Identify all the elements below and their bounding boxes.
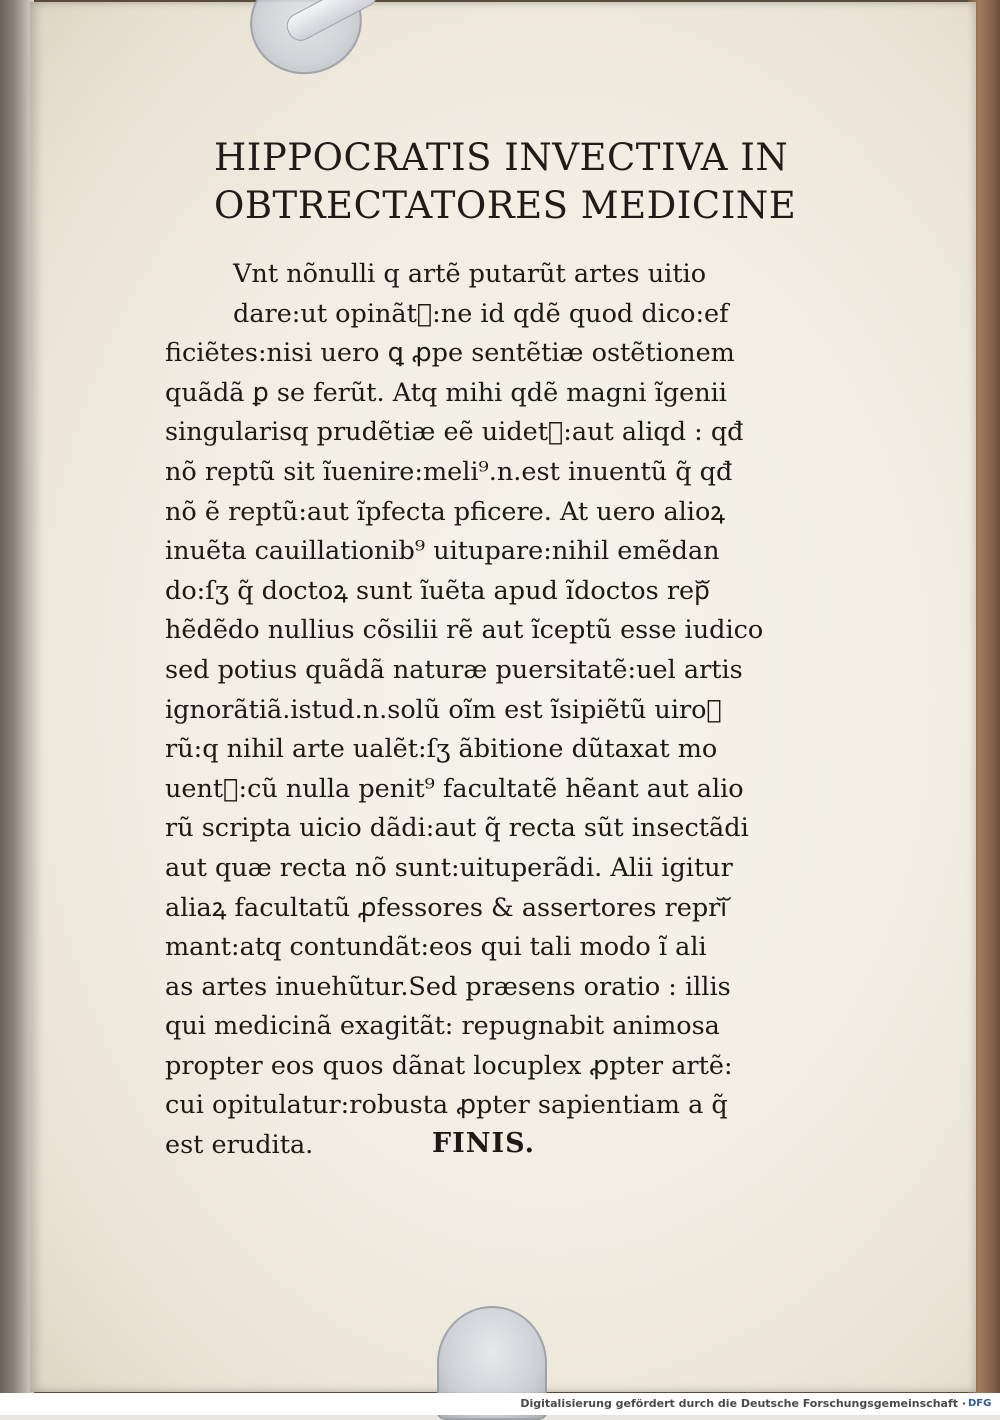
title-line-2: OBTRECTATORES MEDICINE: [214, 184, 797, 227]
text-line: dare:ut opinãt᷑:ne id qdẽ quod dico:ef: [233, 298, 729, 329]
text-line: ficiẽtes:nisi uero ꝗ ꝓpe sentẽtiæ ostẽtionem: [165, 338, 735, 369]
body-text: [165, 255, 765, 1166]
text-line: qui medicinã exagitãt: repugnabit animosa: [165, 1011, 720, 1042]
text-line: as artes inuehũtur.Sed præsens oratio : illis: [165, 971, 731, 1002]
text-line: est erudita.: [165, 1130, 314, 1161]
text-line: rũ:q nihil arte ualẽt:ſʒ ãbitione dũtaxat mo: [165, 734, 718, 765]
book-binding-left: [0, 0, 34, 1393]
footer-credit: Digitalisierung gefördert durch die Deutsche Forschungsgemeinschaft ·: [520, 1397, 966, 1410]
text-line: hẽdẽdo nullius cõsilii rẽ aut ĩceptũ esse iudico: [165, 615, 764, 646]
text-line: nõ reptũ sit ĩuenire:meli⁹.n.est inuentũ q̃ qđ: [165, 456, 733, 487]
text-line: do:ſʒ q̃ doctoꝝ sunt ĩuẽta apud ĩdoctos repᷓ: [165, 575, 710, 606]
text-line: cui opitulatur:robusta ꝓpter sapientiam a q̃: [165, 1090, 728, 1121]
text-line: ignorãtiã.istud.n.solũ oĩm est ĩsipiẽtũ uiroᷓ: [165, 694, 722, 725]
text-line: quãdã ꝑ se ferũt. Atq mihi qdẽ magni ĩgenii: [165, 377, 727, 408]
text-line: aliaꝝ facultatũ ꝓfessores & assertores repriᷓ: [165, 892, 727, 923]
text-line: uent᷑:cũ nulla penit⁹ facultatẽ hẽant aut alio: [165, 773, 744, 804]
text-line: sed potius quãdã naturæ puersitatẽ:uel artis: [165, 654, 743, 685]
text-line: singularisq prudẽtiæ eẽ uidet᷑:aut aliqd : qđ: [165, 417, 744, 448]
text-line: rũ scripta uicio dãdi:aut q̃ recta sũt insectãdi: [165, 813, 749, 844]
title-line-1: HIPPOCRATIS INVECTIVA IN: [214, 136, 789, 179]
finis-colophon: FINIS.: [432, 1128, 536, 1159]
dfg-logo-icon: DFG: [968, 1398, 992, 1409]
page-title: [214, 134, 797, 230]
footer-bar: [0, 1393, 1000, 1415]
text-line: aut quæ recta nõ sunt:uituperãdi. Alii igitur: [165, 852, 733, 883]
text-line: mant:atq contundãt:eos qui tali modo ĩ ali: [165, 932, 707, 963]
text-line: propter eos quos dãnat locuplex ꝓpter artẽ:: [165, 1050, 733, 1081]
text-line: nõ ẽ reptũ:aut ĩpfecta pficere. At uero alioꝝ: [165, 496, 726, 527]
text-line: Vnt nõnulli q artẽ putarũt artes uitio: [233, 259, 707, 289]
text-line: inuẽta cauillationib⁹ uitupare:nihil emẽdan: [165, 536, 720, 567]
